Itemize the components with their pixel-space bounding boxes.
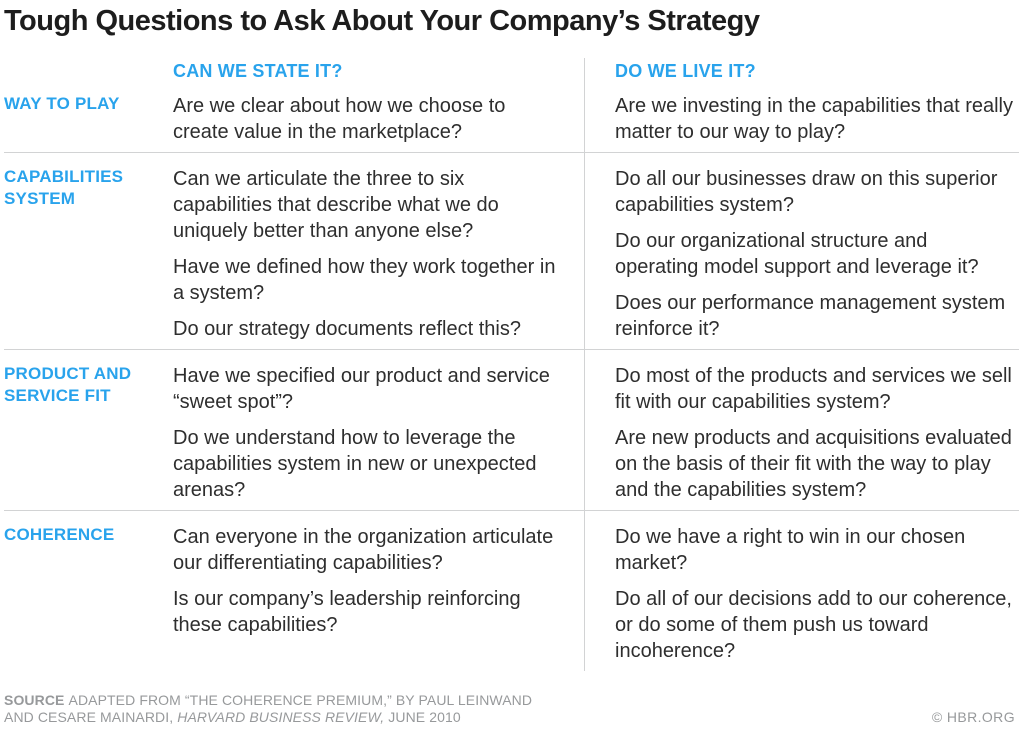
live-cell [584,58,1019,152]
copyright-notice: © HBR.ORG [931,709,1015,725]
page-title: Tough Questions to Ask About Your Company’s Strategy [4,5,760,37]
question-text: Can everyone in the organization articulate our differentiating capabilities? [173,526,554,574]
source-text-line2-post: JUNE 2010 [384,709,461,725]
question-text: Are new products and acquisitions evaluated on the basis of their fit with the way to play and the capabilities system? [615,427,1012,501]
table-row [4,349,1019,510]
question-text: Do we have a right to win in our chosen market? [615,526,966,574]
table-row [4,510,1019,671]
table-row [4,152,1019,349]
source-line-2 [4,709,532,726]
questions-table [4,58,1019,671]
question-text: Can we articulate the three to six capabilities that describe what we do uniquely better than anyone else? [173,168,499,242]
source-text-line1: ADAPTED FROM “THE COHERENCE PREMIUM,” BY PAUL LEINWAND [68,692,533,708]
table-row [4,58,1019,152]
question-text: Do most of the products and services we sell fit with our capabilities system? [615,365,1012,413]
question-text: Are we clear about how we choose to create value in the marketplace? [173,95,506,143]
question-text: Do our strategy documents reflect this? [173,318,521,340]
live-cell [584,350,1019,510]
source-line-1 [4,692,532,709]
row-label: COHERENCE [4,525,115,544]
question-text: Does our performance management system reinforce it? [615,292,1006,340]
live-cell [584,511,1019,671]
state-cell [173,350,584,510]
column-header-do-we-live-it: DO WE LIVE IT? [615,61,756,81]
row-label: PRODUCT AND SERVICE FIT [4,364,132,405]
source-journal-name: HARVARD BUSINESS REVIEW, [177,709,385,725]
row-label: CAPABILITIES SYSTEM [4,167,124,208]
live-cell [584,153,1019,349]
row-label-cell [4,511,173,671]
source-note [4,692,532,726]
row-label-cell [4,350,173,510]
state-cell [173,153,584,349]
question-text: Do we understand how to leverage the capabilities system in new or unexpected arenas? [173,427,537,501]
state-cell [173,58,584,152]
figure-footer [4,692,1015,726]
question-text: Do all our businesses draw on this superior capabilities system? [615,168,998,216]
question-text: Have we defined how they work together in a system? [173,256,556,304]
question-text: Have we specified our product and service “sweet spot”? [173,365,550,413]
column-header-can-we-state-it: CAN WE STATE IT? [173,61,343,81]
question-text: Do all of our decisions add to our coherence, or do some of them push us toward incoherence? [615,588,1012,662]
row-label-cell [4,58,173,152]
question-text: Are we investing in the capabilities that really matter to our way to play? [615,95,1013,143]
state-cell [173,511,584,671]
row-label: WAY TO PLAY [4,94,120,113]
question-text: Is our company’s leadership reinforcing these capabilities? [173,588,521,636]
row-label-cell [4,153,173,349]
source-label: SOURCE [4,692,65,708]
question-text: Do our organizational structure and operating model support and leverage it? [615,230,979,278]
source-text-line2-pre: AND CESARE MAINARDI, [4,709,178,725]
